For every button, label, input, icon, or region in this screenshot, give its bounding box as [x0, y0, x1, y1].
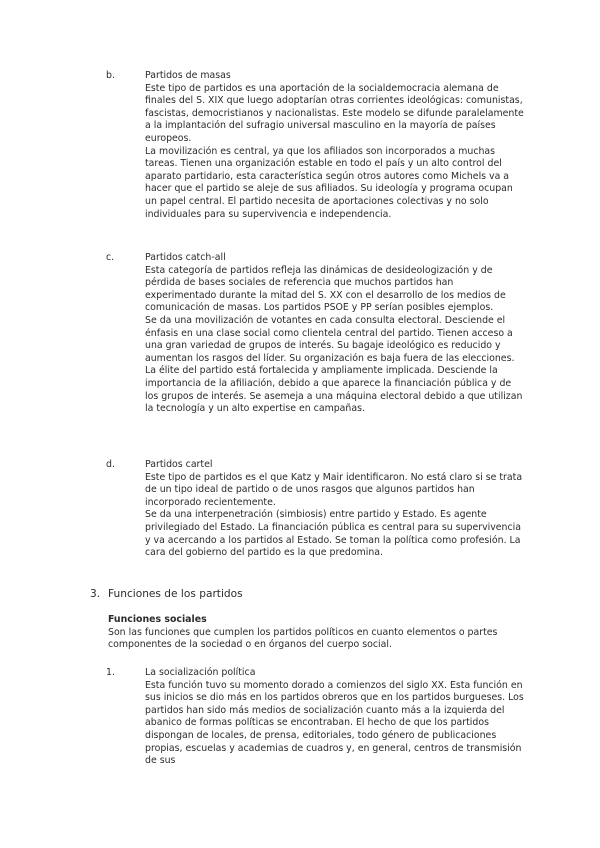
- paragraph: Se da una movilización de votantes en cada consulta electoral. Desciende el énfasis en una clase social como clientela central del partido. Tienen acceso a una gran variedad de grupos de interés. Su bagaje ideológico es reducido y aumentan los rasgos del líder. Su organización es baja fuera de las elecciones. La élite del partido está fortalecida y ampliamente implicada. Desciende la importancia de la afiliación, debido a que aparece la financiación pública y de los grupos de interés. Se asemeja a una máquina electoral debido a que utilizan la tecnología y un alto expertise en campañas.: [145, 314, 523, 415]
- list-marker: 1.: [106, 667, 115, 678]
- list-item-partidos-de-masas: [106, 70, 526, 221]
- item-title: La socialización política: [145, 667, 256, 678]
- paragraph: La movilización es central, ya que los afiliados son incorporados a muchas tareas. Tienen una organización estable en todo el país y un alto control del aparato partidario, esta característica según otros autores como Michels va a hacer que el partido se aleje de sus afiliados. Su ideología y programa ocupan un papel central. El partido necesita de aportaciones colectivas y no solo individuales para su supervivencia e independencia.: [145, 145, 513, 220]
- item-title: Partidos de masas: [145, 70, 231, 81]
- subsection-heading: Funciones sociales: [108, 614, 207, 625]
- list-item-partidos-catch-all: [106, 252, 526, 416]
- list-item-partidos-cartel: [106, 459, 526, 560]
- item-title: Partidos catch-all: [145, 252, 226, 263]
- paragraph: Este tipo de partidos es una aportación de la socialdemocracia alemana de finales del S. XIX que luego adoptarían otras corrientes ideológicas: comunistas, fascistas, democristianos y nacionalistas. Este modelo se difunde paralelamente a la implantación del sufragio universal masculino en la mayoría de países europeos.: [145, 82, 524, 144]
- subsection-funciones-sociales: [108, 614, 520, 652]
- paragraph: Esta función tuvo su momento dorado a comienzos del siglo XX. Esta función en sus inicios se dio más en los partidos obreros que en los partidos burgueses. Los partidos han sido más medios de socialización cuanto más a la izquierda del abanico de formas políticas se encontraban. El hecho de que los partidos dispongan de locales, de prensa, editoriales, todo género de publicaciones propias, escuelas y academias de cuadros y, en general, centros de transmisión de sus: [145, 679, 524, 767]
- paragraph: Este tipo de partidos es el que Katz y Mair identificaron. No está claro si se trata de un tipo ideal de partido o de unos rasgos que algunos partidos han incorporado recientemente.: [145, 471, 523, 508]
- paragraph: Son las funciones que cumplen los partidos políticos en cuanto elementos o partes componentes de la sociedad o en órganos del cuerpo social.: [108, 626, 498, 651]
- paragraph: Se da una interpenetración (simbiosis) entre partido y Estado. Es agente privilegiado del Estado. La financiación pública es central para su supervivencia y va acercando a los partidos al Estado. Se toman la política como profesión. La cara del gobierno del partido es la que predomina.: [145, 509, 522, 559]
- list-marker: b.: [106, 70, 115, 81]
- paragraph: Esta categoría de partidos refleja las dinámicas de desideologización y de pérdida de bases sociales de referencia que muchos partidos han experimentado durante la mitad del S. XX con el desarrollo de los medios de comunicación de masas. Los partidos PSOE y PP serían posibles ejemplos.: [145, 264, 506, 314]
- list-marker: c.: [106, 252, 115, 263]
- section-number: 3.: [90, 588, 101, 600]
- list-item-socializacion-politica: [106, 667, 526, 768]
- list-marker: d.: [106, 459, 115, 470]
- section-title: Funciones de los partidos: [108, 588, 243, 600]
- section-heading: [90, 587, 530, 601]
- item-title: Partidos cartel: [145, 459, 213, 470]
